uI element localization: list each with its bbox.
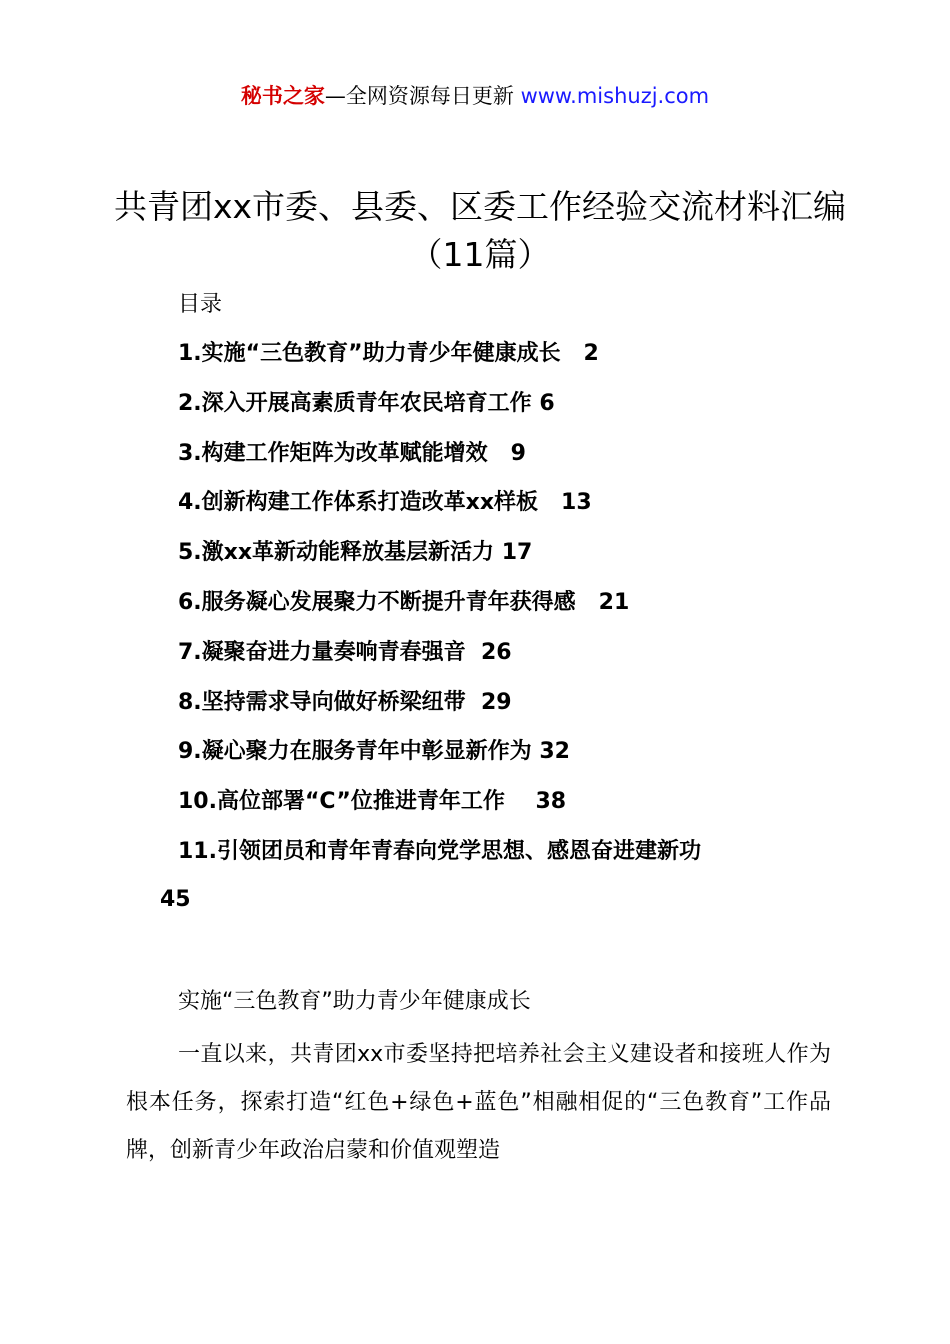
- brand-name: 秘书之家: [240, 84, 325, 108]
- toc-item[interactable]: 6.服务凝心发展聚力不断提升青年获得感 21: [178, 589, 630, 615]
- toc-item-last-page: 45: [160, 886, 191, 912]
- toc-heading: 目录: [178, 292, 223, 317]
- toc-item[interactable]: 5.激xx革新动能释放基层新活力 17: [178, 540, 533, 566]
- header-slogan: —全网资源每日更新: [324, 84, 521, 108]
- toc-item[interactable]: 4.创新构建工作体系打造改革xx样板 13: [178, 490, 592, 516]
- site-url-link[interactable]: www.mishuzj.com: [520, 84, 710, 108]
- toc-item-last-title: 11.引领团员和青年青春向党学思想、感恩奋进建新功: [178, 838, 701, 864]
- toc-item[interactable]: 9.凝心聚力在服务青年中彰显新作为 32: [178, 739, 570, 765]
- toc-item[interactable]: 7.凝聚奋进力量奏响青春强音 26: [178, 639, 512, 665]
- document-title: 共青团xx市委、县委、区委工作经验交流材料汇编（11篇）: [113, 187, 847, 274]
- site-header: [0, 80, 950, 112]
- toc-item[interactable]: 1.实施“三色教育”助力青少年健康成长 2: [178, 341, 599, 366]
- toc-item[interactable]: 10.高位部署“C”位推进青年工作 38: [178, 789, 567, 815]
- section-title: 实施“三色教育”助力青少年健康成长: [178, 989, 531, 1014]
- table-of-contents: [160, 336, 838, 932]
- toc-item[interactable]: 2.深入开展高素质青年农民培育工作 6: [178, 390, 555, 416]
- toc-item-last[interactable]: [160, 834, 838, 918]
- body-paragraph: 一直以来，共青团xx市委坚持把培养社会主义建设者和接班人作为根本任务，探索打造“红色+绿色+蓝色”相融相促的“三色教育”工作品牌，创新青少年政治启蒙和价值观塑造: [126, 1042, 831, 1163]
- toc-item[interactable]: 3.构建工作矩阵为改革赋能增效 9: [178, 440, 526, 466]
- toc-item[interactable]: 8.坚持需求导向做好桥梁纽带 29: [178, 689, 512, 715]
